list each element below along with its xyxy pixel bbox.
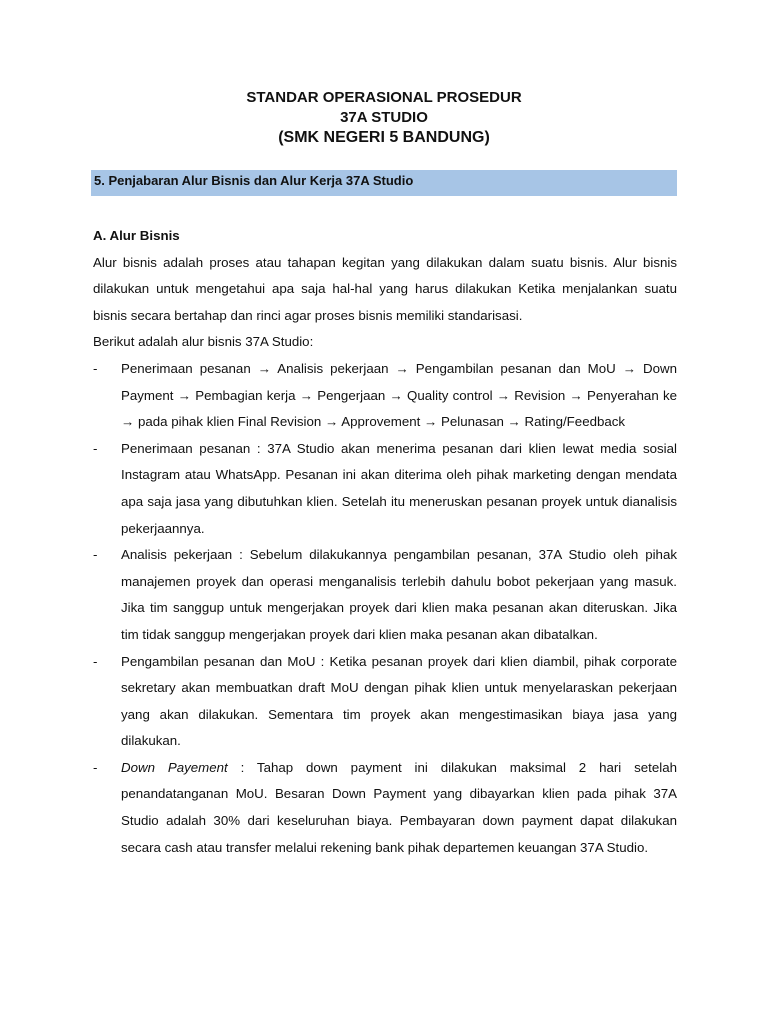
list-item-text: Analisis pekerjaan : Sebelum dilakukannya pengambilan pesanan, 37A Studio oleh pihak manajemen proyek dan operasi menganalisis terlebih dahulu bobot pekerjaan yang masuk. Jika tim sanggup untuk mengerjakan proyek dari klien maka pesanan akan diteruskan. Jika tim tidak sanggup mengerjakan proyek dari klien maka pesanan akan dibatalkan. bbox=[121, 547, 677, 642]
list-bullet: - bbox=[93, 653, 98, 669]
subsection-title: A. Alur Bisnis bbox=[93, 228, 180, 243]
list-item bbox=[93, 436, 677, 542]
intro-paragraph: Alur bisnis adalah proses atau tahapan kegitan yang dilakukan dalam suatu bisnis. Alur bisnis dilakukan untuk mengetahui apa saja hal-hal yang harus dilakukan Ketika menjalankan suatu bisnis secara bertahap dan rinci agar proses bisnis memiliki standarisasi. bbox=[93, 254, 677, 323]
list-bullet: - bbox=[93, 360, 98, 376]
list-item bbox=[93, 649, 677, 755]
list-item-text: Pengambilan pesanan dan MoU : Ketika pesanan proyek dari klien diambil, pihak corporate sekretary akan membuatkan draft MoU dengan pihak klien untuk menyelaraskan pekerjaan yang akan dilakukan. Sementara tim proyek akan mengestimasikan biaya jasa yang dilakukan. bbox=[121, 653, 677, 749]
header-school-name: (SMK NEGERI 5 BANDUNG) bbox=[278, 129, 490, 146]
header-studio-name: 37A STUDIO bbox=[340, 109, 428, 126]
header-title: STANDAR OPERASIONAL PROSEDUR bbox=[246, 89, 522, 106]
list-item-term: Down Payement bbox=[121, 759, 228, 775]
list-item bbox=[93, 755, 677, 861]
document-body bbox=[93, 223, 677, 861]
list-item-text: Penerimaan pesanan : 37A Studio akan menerima pesanan dari klien lewat media sosial Instagram atau WhatsApp. Pesanan ini akan diterima oleh pihak marketing dengan mendata apa saja jasa yang dibutuhkan klien. Setelah itu meneruskan pesanan proyek untuk dianalisis pekerjaannya. bbox=[121, 440, 677, 536]
list-item-text: Penerimaan pesanan → Analisis pekerjaan → Pengambilan pesanan dan MoU → Down Payment → Pembagian kerja → Pengerjaan → Quality control → Revision → Penyerahan ke → pada pihak klien Final Revision → Approvement → Pelunasan → Rating/Feedback bbox=[121, 360, 677, 430]
list-bullet: - bbox=[93, 759, 98, 775]
list-bullet: - bbox=[93, 440, 98, 456]
list-item-text: : Tahap down payment ini dilakukan maksimal 2 hari setelah penandatanganan MoU. Besaran Down Payment yang dibayarkan klien pada pihak 37A Studio adalah 30% dari keseluruhan biaya. Pembayaran down payment dapat dilakukan secara cash atau transfer melalui rekening bank pihak departemen keuangan 37A Studio. bbox=[121, 759, 677, 855]
section-heading bbox=[91, 170, 677, 196]
list-item bbox=[93, 356, 677, 436]
document-header bbox=[0, 88, 768, 148]
section-title: 5. Penjabaran Alur Bisnis dan Alur Kerja 37A Studio bbox=[94, 173, 414, 188]
list-lead: Berikut adalah alur bisnis 37A Studio: bbox=[93, 334, 314, 350]
list-bullet: - bbox=[93, 547, 98, 563]
list-item bbox=[93, 542, 677, 648]
